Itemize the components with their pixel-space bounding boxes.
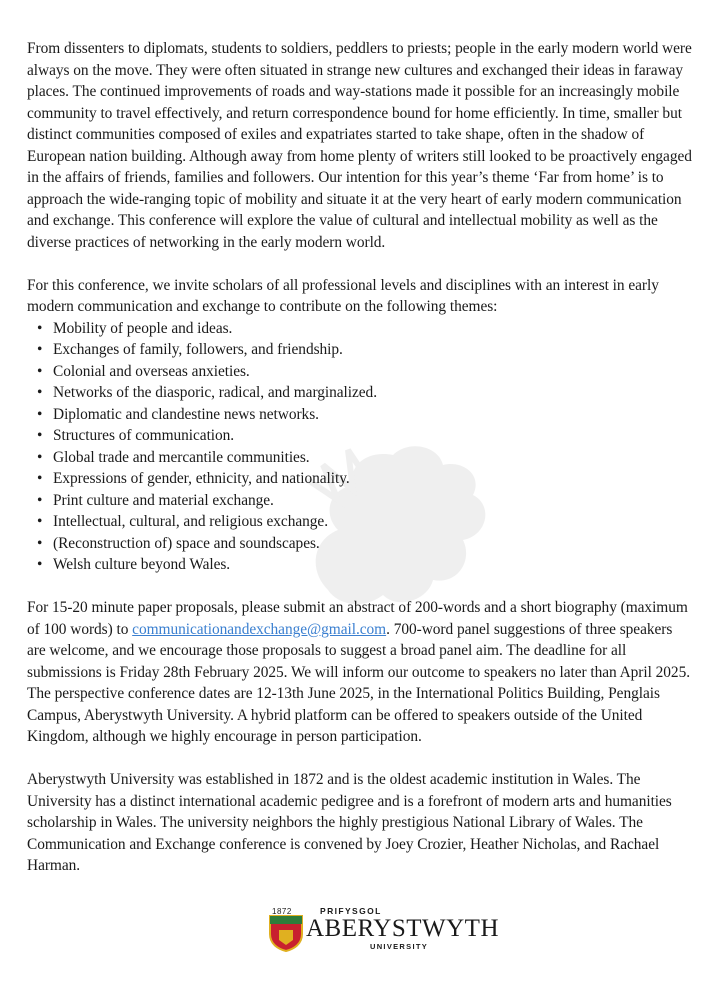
logo-prefix: PRIFYSGOL	[320, 906, 382, 916]
invite-paragraph: For this conference, we invite scholars of all professional levels and disciplines with an interest in early modern communication and exchange to contribute on the following themes:	[27, 276, 659, 315]
list-item: • Networks of the diasporic, radical, and marginalized.	[53, 382, 692, 404]
list-item: • Exchanges of family, followers, and friendship.	[53, 339, 692, 361]
intro-paragraph: From dissenters to diplomats, students to soldiers, peddlers to priests; people in the early modern world were always on the move. They were often situated in strange new cultures and exchanged their ideas in faraway places. The continued improvements of roads and way-stations made it possible for an increasingly mobile community to travel effectively, and return correspondence bound for home efficiently. In time, smaller but distinct communities composed of exiles and expatriates started to take shape, often in the shadow of European nation building. Although away from home plenty of writers still looked to be proactively engaged in the affairs of friends, families and followers. Our intention for this year’s theme ‘Far from home’ is to approach the wide-ranging topic of mobility and situate it at the very heart of early modern communication and exchange. This conference will explore the value of cultural and intellectual mobility as well as the diverse practices of networking in the early modern world.	[27, 40, 692, 251]
submission-paragraph	[27, 597, 692, 748]
list-item: • Diplomatic and clandestine news networks.	[53, 404, 692, 426]
list-item: • (Reconstruction of) space and soundscapes.	[53, 533, 692, 555]
logo-year: 1872	[272, 907, 292, 916]
list-item: • Welsh culture beyond Wales.	[53, 554, 692, 576]
document-body	[27, 38, 692, 898]
logo-name: ABERYSTWYTH	[306, 915, 499, 942]
list-item: • Structures of communication.	[53, 425, 692, 447]
aberystwyth-logo	[266, 906, 499, 952]
submission-text-before: For 15-20 minute paper proposals, please submit an abstract of 200-words and a short biography (maximum of 100 words) to	[27, 599, 688, 638]
logo-suffix: UNIVERSITY	[370, 942, 429, 951]
list-item: • Print culture and material exchange.	[53, 490, 692, 512]
list-item: • Colonial and overseas anxieties.	[53, 361, 692, 383]
email-link[interactable]: communicationandexchange@gmail.com	[132, 620, 387, 638]
list-item: • Mobility of people and ideas.	[53, 318, 692, 340]
university-paragraph: Aberystwyth University was established in 1872 and is the oldest academic institution in Wales. The University has a distinct international academic pedigree and is a forefront of modern arts and humanities scholarship in Wales. The university neighbors the highly prestigious National Library of Wales. The Communication and Exchange conference is convened by Joey Crozier, Heather Nicholas, and Rachael Harman.	[27, 771, 672, 874]
list-item: • Intellectual, cultural, and religious exchange.	[53, 511, 692, 533]
list-item: • Global trade and mercantile communities.	[53, 447, 692, 469]
list-item: • Expressions of gender, ethnicity, and nationality.	[53, 468, 692, 490]
submission-text-after: . 700-word panel suggestions of three speakers are welcome, and we encourage those proposals to suggest a broad panel aim. The deadline for all submissions is Friday 28th February 2025. We will inform our outcome to speakers no later than April 2025. The perspective conference dates are 12-13th June 2025, in the International Politics Building, Penglais Campus, Aberystwyth University. A hybrid platform can be offered to speakers outside of the United Kingdom, although we highly encourage in person participation.	[27, 620, 691, 745]
themes-list	[27, 318, 692, 576]
